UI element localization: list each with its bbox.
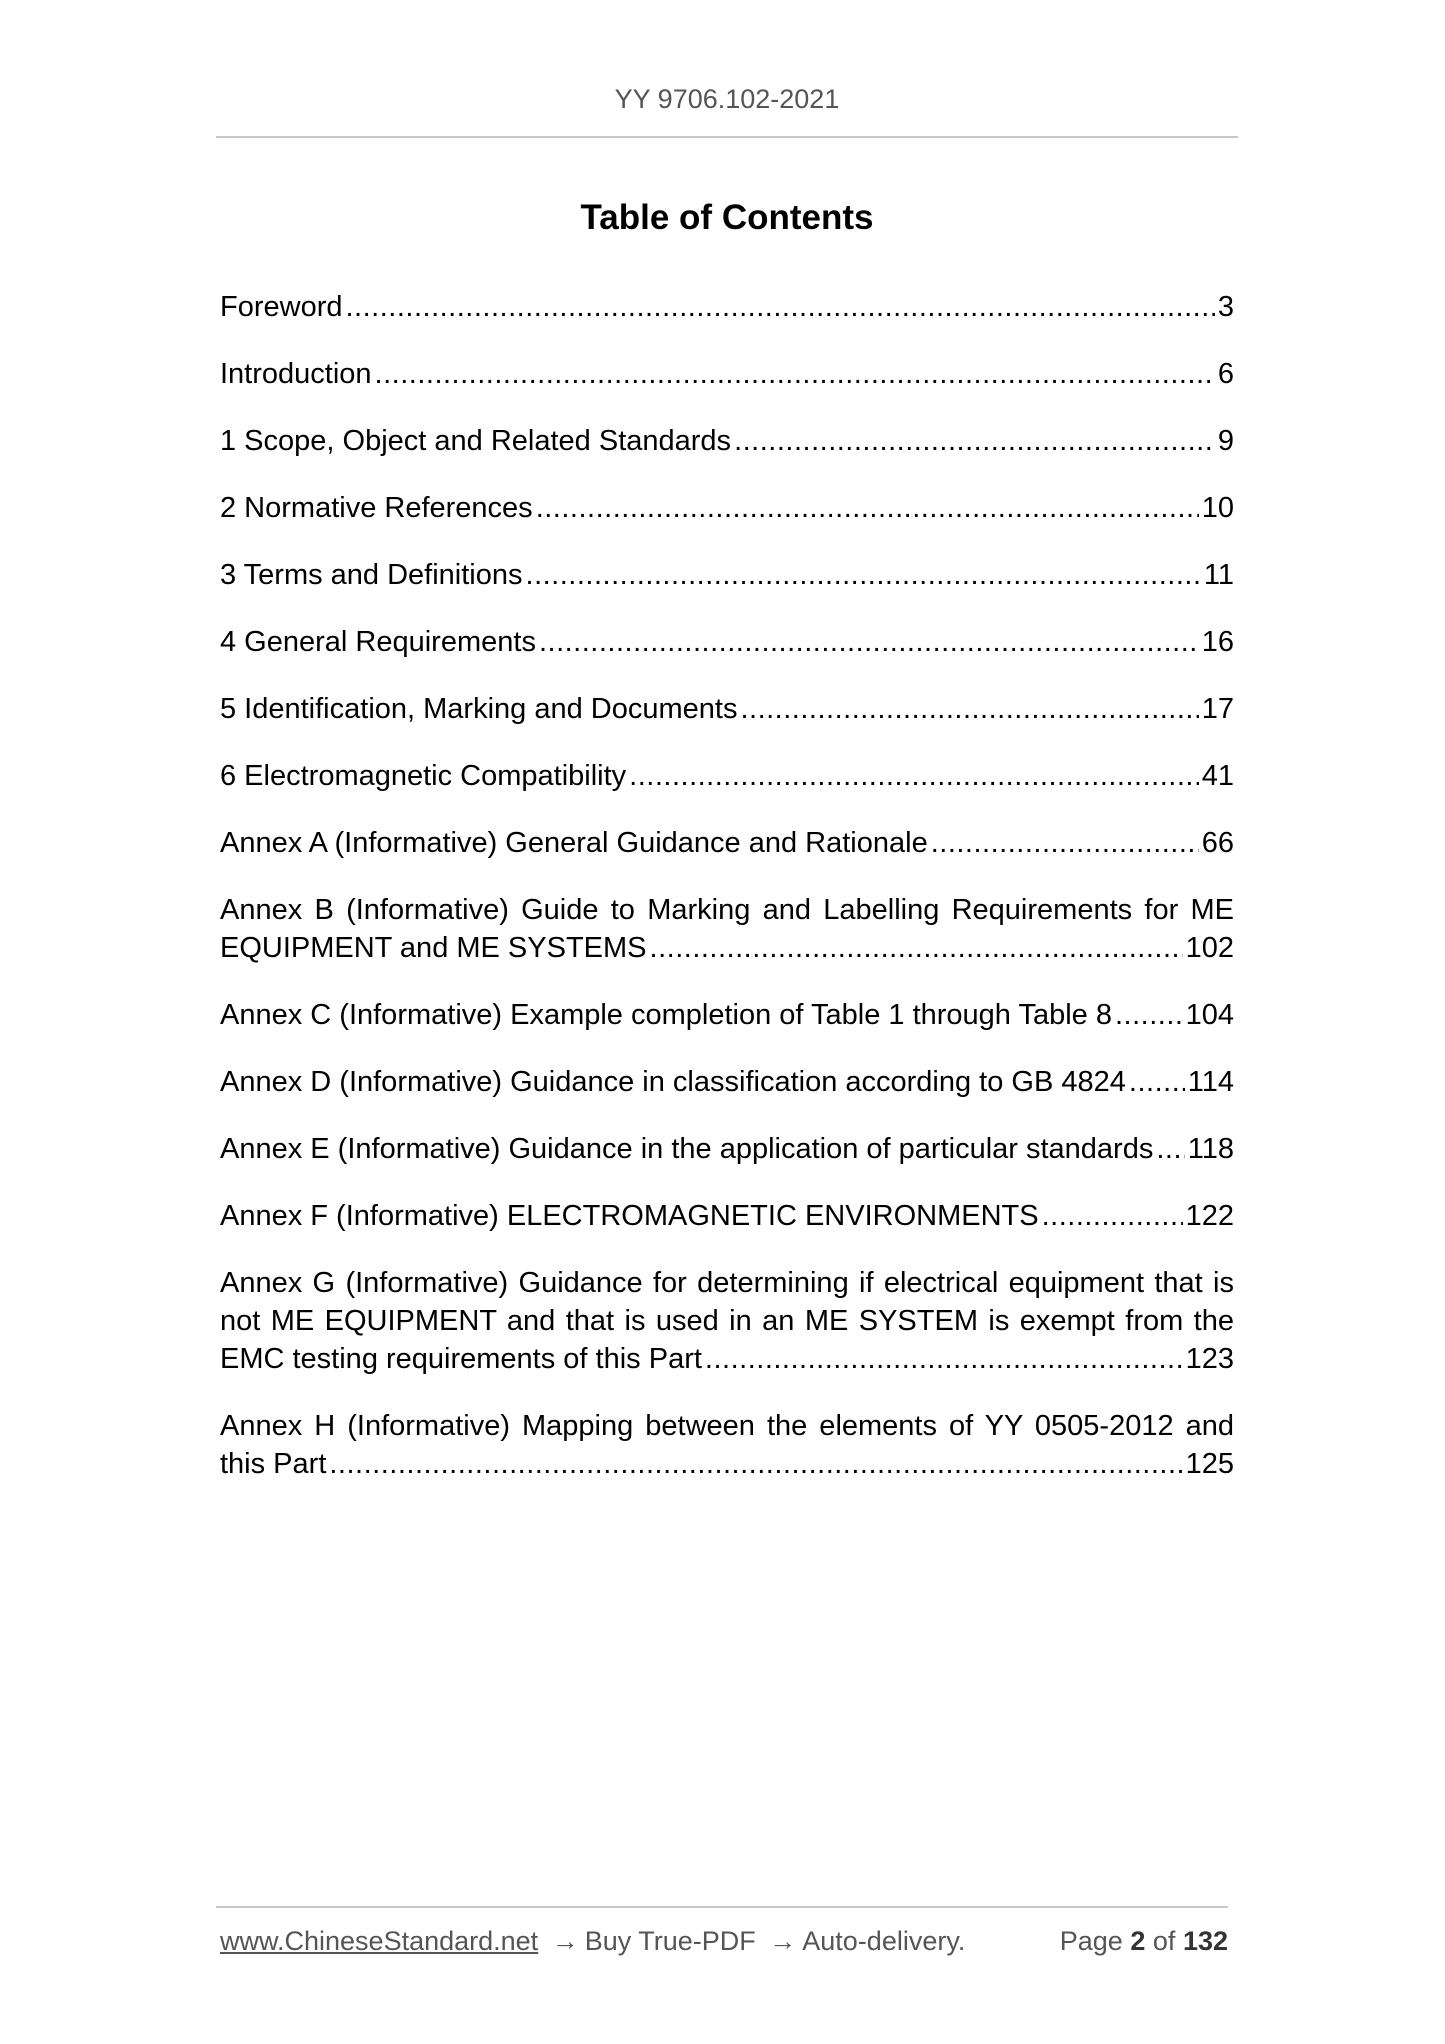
toc-entry-page: 104 — [1185, 999, 1234, 1031]
toc-entry-text: 5 Identification, Marking and Documents — [220, 693, 738, 725]
toc-entry-text-line1: Annex G (Informative) Guidance for determining if electrical equipment that is — [220, 1267, 1234, 1299]
toc-entry-page: 9 — [1217, 425, 1234, 457]
toc-entry-annex-b[interactable] — [220, 891, 1234, 967]
toc-entry-annex-h[interactable] — [220, 1407, 1234, 1483]
toc-entry-page: 41 — [1201, 760, 1234, 792]
toc-entry-page: 118 — [1187, 1133, 1234, 1165]
toc-entry-annex-f[interactable] — [220, 1197, 1234, 1235]
buy-text: Buy True-PDF — [584, 1926, 756, 1956]
toc-entry-section-3[interactable] — [220, 556, 1234, 594]
toc-entry-page: 11 — [1203, 559, 1234, 591]
toc-entry-annex-c[interactable] — [220, 996, 1234, 1034]
dot-leader — [1042, 1197, 1183, 1235]
document-code-header: YY 9706.102-2021 — [614, 84, 840, 114]
toc-entry-page: 17 — [1201, 693, 1234, 725]
toc-entry-text: Annex A (Informative) General Guidance and Rationale — [220, 827, 928, 859]
dot-leader — [740, 690, 1198, 728]
arrow-right-icon: → — [769, 1926, 797, 1956]
toc-entry-text: 2 Normative References — [220, 492, 533, 524]
toc-entry-introduction[interactable] — [220, 355, 1234, 393]
page-label: Page — [1059, 1926, 1123, 1956]
table-of-contents — [220, 288, 1234, 1512]
toc-entry-page: 66 — [1201, 827, 1234, 859]
toc-entry-section-2[interactable] — [220, 489, 1234, 527]
dot-leader — [536, 489, 1199, 527]
toc-entry-text-line2: not ME EQUIPMENT and that is used in an ME SYSTEM is exempt from the — [220, 1305, 1234, 1337]
toc-entry-page: 3 — [1217, 291, 1234, 323]
toc-entry-page: 6 — [1217, 358, 1234, 390]
toc-entry-text: EMC testing requirements of this Part — [220, 1343, 702, 1375]
toc-entry-text: Annex F (Informative) ELECTROMAGNETIC ENVIRONMENTS — [220, 1200, 1039, 1232]
dot-leader — [629, 757, 1199, 795]
website-link[interactable]: www.ChineseStandard.net — [220, 1926, 539, 1956]
toc-entry-page: 123 — [1185, 1343, 1234, 1375]
page-indicator — [1060, 1926, 1228, 1957]
dot-leader — [705, 1340, 1183, 1378]
page-footer — [220, 1926, 1228, 1957]
toc-entry-text: Annex C (Informative) Example completion of Table 1 through Table 8 — [220, 999, 1112, 1031]
toc-entry-text: Introduction — [220, 358, 372, 390]
dot-leader — [539, 623, 1199, 661]
toc-entry-page: 16 — [1201, 626, 1234, 658]
toc-entry-text: 6 Electromagnetic Compatibility — [220, 760, 627, 792]
toc-entry-text: Foreword — [220, 291, 343, 323]
footer-promo — [220, 1926, 965, 1957]
toc-entry-section-1[interactable] — [220, 422, 1234, 460]
dot-leader — [346, 288, 1215, 326]
toc-entry-section-5[interactable] — [220, 690, 1234, 728]
toc-entry-text: EQUIPMENT and ME SYSTEMS — [220, 932, 647, 964]
toc-entry-page: 122 — [1185, 1200, 1234, 1232]
toc-entry-text: Annex D (Informative) Guidance in classification according to GB 4824 — [220, 1066, 1126, 1098]
toc-entry-page: 114 — [1187, 1066, 1234, 1098]
toc-entry-annex-a[interactable] — [220, 824, 1234, 862]
toc-entry-text-line1: Annex H (Informative) Mapping between the elements of YY 0505-2012 and — [220, 1410, 1234, 1442]
page-total: 132 — [1182, 1926, 1228, 1956]
toc-entry-page: 125 — [1185, 1448, 1234, 1480]
toc-entry-annex-d[interactable] — [220, 1063, 1234, 1101]
dot-leader — [1115, 996, 1183, 1034]
header-divider — [216, 136, 1238, 138]
page-of: of — [1152, 1926, 1176, 1956]
dot-leader — [526, 556, 1201, 594]
toc-entry-annex-g[interactable] — [220, 1264, 1234, 1378]
dot-leader — [375, 355, 1215, 393]
toc-entry-text: 1 Scope, Object and Related Standards — [220, 425, 732, 457]
page-current: 2 — [1130, 1926, 1146, 1956]
delivery-text: Auto-delivery. — [802, 1926, 966, 1956]
dot-leader — [734, 422, 1215, 460]
toc-entry-page: 102 — [1185, 932, 1234, 964]
toc-entry-page: 10 — [1201, 492, 1234, 524]
dot-leader — [329, 1445, 1182, 1483]
toc-entry-text: 4 General Requirements — [220, 626, 536, 658]
toc-entry-text: Annex E (Informative) Guidance in the application of particular standards — [220, 1133, 1154, 1165]
footer-divider — [216, 1906, 1228, 1908]
dot-leader — [931, 824, 1199, 862]
dot-leader — [650, 929, 1183, 967]
toc-entry-text-line1: Annex B (Informative) Guide to Marking and Labelling Requirements for ME — [220, 894, 1234, 926]
toc-entry-text: 3 Terms and Definitions — [220, 559, 523, 591]
dot-leader — [1156, 1130, 1184, 1168]
toc-entry-text: this Part — [220, 1448, 327, 1480]
toc-entry-annex-e[interactable] — [220, 1130, 1234, 1168]
toc-entry-section-6[interactable] — [220, 757, 1234, 795]
toc-title: Table of Contents — [580, 198, 874, 237]
dot-leader — [1129, 1063, 1185, 1101]
toc-entry-section-4[interactable] — [220, 623, 1234, 661]
toc-entry-foreword[interactable] — [220, 288, 1234, 326]
arrow-right-icon: → — [551, 1926, 579, 1956]
